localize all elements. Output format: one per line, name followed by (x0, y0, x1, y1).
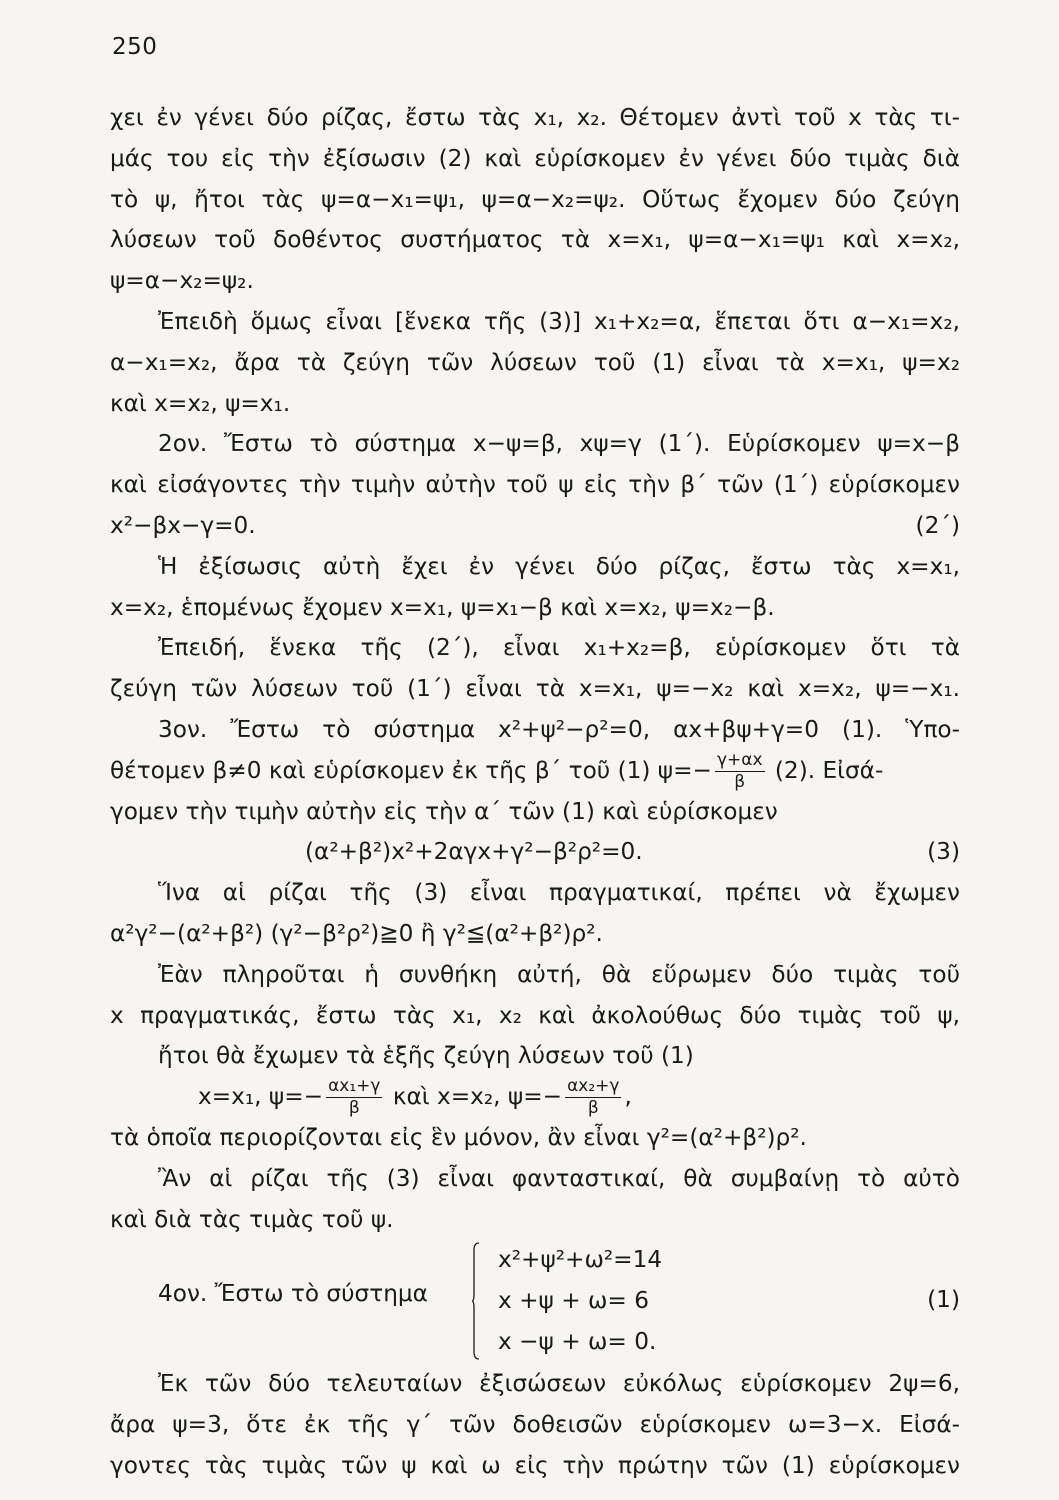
equation-line (110, 832, 960, 873)
fraction (326, 1078, 382, 1117)
text-segment: , (624, 1083, 632, 1111)
text-line: καὶ διὰ τὰς τιμὰς τοῦ ψ. (110, 1205, 394, 1233)
text-line: τὸ ψ, ἤτοι τὰς ψ=α−x₁=ψ₁, ψ=α−x₂=ψ₂. Οὕτως ἔχομεν δύο ζεύγη (110, 185, 960, 213)
fraction-denominator: β (587, 1098, 599, 1119)
text-line-with-fraction (110, 751, 960, 792)
text-line: τὰ ὁποῖα περιορίζονται εἰς ἓν μόνον, ἂν εἶναι γ²=(α²+β²)ρ². (110, 1123, 807, 1151)
fraction-denominator: β (734, 771, 746, 792)
text-segment: καὶ x=x₂, ψ=− (392, 1083, 563, 1111)
text-line: x πραγματικάς, ἔστω τὰς x₁, x₂ καὶ ἀκολούθως δύο τιμὰς τοῦ ψ, (110, 1001, 960, 1029)
text-line: ἤτοι θὰ ἔχωμεν τὰ ἑξῆς ζεύγη λύσεων τοῦ (1) (158, 1042, 694, 1070)
text-body (110, 98, 960, 1487)
text-line: 2ον. Ἔστω τὸ σύστημα x−ψ=β, xψ=γ (1΄). Εὑρίσκομεν ψ=x−β (158, 430, 960, 458)
text-line: Ἵνα αἱ ρίζαι τῆς (3) εἶναι πραγματικαί, πρέπει νὰ ἔχωμεν (158, 879, 960, 907)
page-number: 250 (112, 34, 158, 60)
text-line: Ἐπειδὴ ὅμως εἶναι [ἕνεκα τῆς (3)] x₁+x₂=α, ἕπεται ὅτι α−x₁=x₂, (158, 307, 960, 335)
equation-line (110, 506, 960, 547)
text-line: 3ον. Ἔστω τὸ σύστημα x²+ψ²−ρ²=0, αx+βψ+γ=0 (1). Ὑπο- (158, 715, 960, 743)
text-line: α²γ²−(α²+β²) (γ²−β²ρ²)≧0 ἢ γ²≦(α²+β²)ρ². (110, 919, 603, 947)
fraction-numerator: αx₁+γ (328, 1076, 381, 1097)
text-line: Ἡ ἐξίσωσις αὐτὴ ἔχει ἐν γένει δύο ρίζας, ἔστω τὰς x=x₁, (158, 552, 960, 580)
equation-text: x²−βx−γ=0. (110, 511, 256, 539)
text-line: καὶ x=x₂, ψ=x₁. (110, 389, 291, 417)
text-segment: x=x₁, ψ=− (198, 1083, 324, 1111)
fraction (715, 749, 765, 792)
text-segment: θέτομεν β≠0 καὶ εὑρίσκομεν ἐκ τῆς β΄ τοῦ (1) ψ=− (110, 756, 712, 784)
equation-system (110, 1240, 960, 1364)
equation-text: (α²+β²)x²+2αγx+γ²−β²ρ²=0. (305, 838, 643, 866)
system-equation: x +ψ + ω= 6 (498, 1287, 649, 1315)
left-brace-icon (472, 1242, 480, 1360)
text-line: χει ἐν γένει δύο ρίζας, ἔστω τὰς x₁, x₂. Θέτομεν ἀντὶ τοῦ x τὰς τι- (110, 104, 960, 131)
text-line: ἄρα ψ=3, ὅτε ἐκ τῆς γ΄ τῶν δοθεισῶν εὑρίσκομεν ω=3−x. Εἰσά- (110, 1411, 960, 1439)
text-line: καὶ εἰσάγοντες τὴν τιμὴν αὐτὴν τοῦ ψ εἰς τὴν β΄ τῶν (1΄) εὑρίσκομεν (110, 471, 960, 499)
text-line: α−x₁=x₂, ἄρα τὰ ζεύγη τῶν λύσεων τοῦ (1) εἶναι τὰ x=x₁, ψ=x₂ (110, 348, 960, 376)
fraction-numerator: γ+αx (716, 749, 763, 770)
text-line: μάς του εἰς τὴν ἐξίσωσιν (2) καὶ εὑρίσκομεν ἐν γένει δύο τιμὰς διὰ (110, 144, 960, 172)
fraction-numerator: αx₂+γ (567, 1076, 620, 1097)
text-line: ψ=α−x₂=ψ₂. (110, 267, 254, 295)
system-equations (498, 1240, 662, 1362)
text-line: γοντες τὰς τιμὰς τῶν ψ καὶ ω εἰς τὴν πρώτην τῶν (1) εὑρίσκομεν (110, 1451, 960, 1479)
equation-label: (3) (927, 838, 960, 866)
text-line: γομεν τὴν τιμὴν αὐτὴν εἰς τὴν α΄ τῶν (1) καὶ εὑρίσκομεν (110, 797, 778, 825)
fraction (565, 1078, 621, 1117)
text-segment: (2). Εἰσά- (774, 756, 884, 784)
system-intro: 4ον. Ἔστω τὸ σύστημα (158, 1280, 428, 1308)
text-line: λύσεων τοῦ δοθέντος συστήματος τὰ x=x₁, ψ=α−x₁=ψ₁ καὶ x=x₂, (110, 226, 960, 254)
equation-label: (2΄) (915, 511, 960, 539)
system-equation: x²+ψ²+ω²=14 (498, 1246, 663, 1274)
solution-line (110, 1077, 960, 1118)
equation-label: (1) (927, 1286, 960, 1314)
text-line: Ἐκ τῶν δύο τελευταίων ἐξισώσεων εὐκόλως εὑρίσκομεν 2ψ=6, (158, 1370, 960, 1398)
text-line: ζεύγη τῶν λύσεων τοῦ (1΄) εἶναι τὰ x=x₁, ψ=−x₂ καὶ x=x₂, ψ=−x₁. (110, 675, 960, 703)
text-line: Ἐπειδή, ἕνεκα τῆς (2΄), εἶναι x₁+x₂=β, εὑρίσκομεν ὅτι τὰ (158, 634, 960, 662)
text-line: Ἐὰν πληροῦται ἡ συνθήκη αὐτή, θὰ εὕρωμεν δύο τιμὰς τοῦ (158, 960, 960, 988)
system-equation: x −ψ + ω= 0. (498, 1327, 657, 1355)
text-line: Ἂν αἱ ρίζαι τῆς (3) εἶναι φανταστικαί, θὰ συμβαίνῃ τὸ αὐτὸ (158, 1164, 960, 1192)
fraction-denominator: β (348, 1098, 360, 1119)
text-line: x=x₂, ἑπομένως ἔχομεν x=x₁, ψ=x₁−β καὶ x=x₂, ψ=x₂−β. (110, 593, 775, 621)
